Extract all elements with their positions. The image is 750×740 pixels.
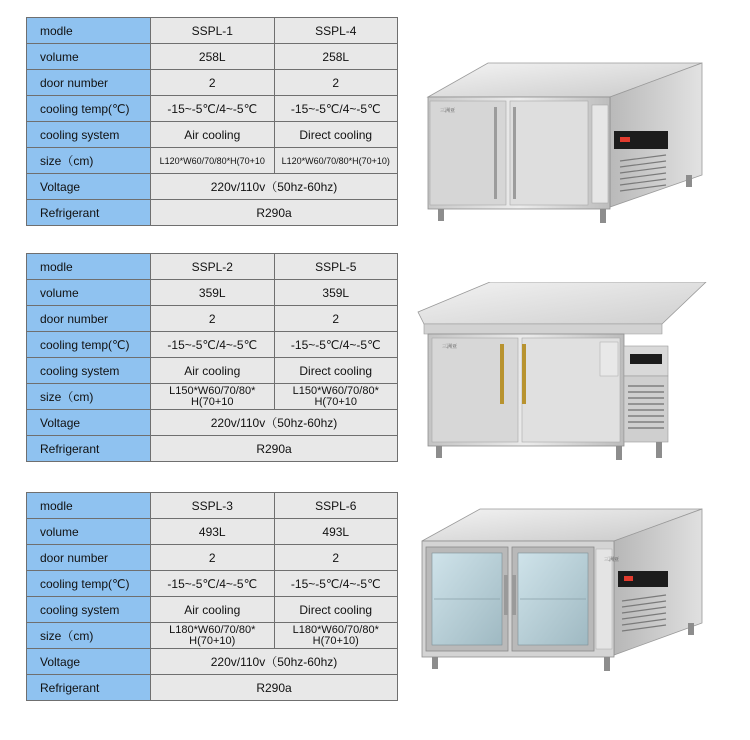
refrigerant-value: R290a: [151, 200, 398, 226]
row-size: [27, 384, 398, 410]
row-volume: [27, 519, 398, 545]
row-model: [27, 254, 398, 280]
row-door-number: [27, 70, 398, 96]
size-a: L120*W60/70/80*H(70+10: [151, 148, 275, 174]
door-number-a: 2: [151, 70, 275, 96]
cooling-temp-b: -15~-5℃/4~-5℃: [274, 571, 398, 597]
row-voltage: [27, 174, 398, 200]
cooling-temp-a: -15~-5℃/4~-5℃: [151, 332, 275, 358]
refrigerator-illustration: [410, 282, 710, 482]
label-volume: volume: [27, 44, 151, 70]
label-voltage: Voltage: [27, 410, 151, 436]
cooling-system-a: Air cooling: [151, 122, 275, 148]
row-refrigerant: [27, 200, 398, 226]
door-number-a: 2: [151, 545, 275, 571]
spec-table-2: [26, 253, 398, 462]
spec-table-3: [26, 492, 398, 701]
label-cooling-temp: cooling temp(℃): [27, 332, 151, 358]
model-a: SSPL-2: [151, 254, 275, 280]
row-cooling-temp: [27, 96, 398, 122]
refrigerant-value: R290a: [151, 675, 398, 701]
row-volume: [27, 280, 398, 306]
model-b: SSPL-4: [274, 18, 398, 44]
label-cooling-system: cooling system: [27, 358, 151, 384]
voltage-value: 220v/110v（50hz-60hz): [151, 649, 398, 675]
refrigerator-illustration: [410, 55, 710, 255]
row-model: [27, 18, 398, 44]
brand-mark: 三洲亚: [604, 557, 620, 563]
cooling-system-a: Air cooling: [151, 597, 275, 623]
brand-mark: 三洲亚: [442, 344, 458, 350]
row-refrigerant: [27, 436, 398, 462]
model-b: SSPL-5: [274, 254, 398, 280]
label-refrigerant: Refrigerant: [27, 675, 151, 701]
label-model: modle: [27, 493, 151, 519]
cooling-temp-b: -15~-5℃/4~-5℃: [274, 96, 398, 122]
label-door-number: door number: [27, 545, 151, 571]
row-cooling-temp: [27, 332, 398, 358]
door-number-b: 2: [274, 70, 398, 96]
size-a: L150*W60/70/80* H(70+10: [151, 384, 275, 410]
volume-b: 493L: [274, 519, 398, 545]
voltage-value: 220v/110v（50hz-60hz): [151, 410, 398, 436]
label-refrigerant: Refrigerant: [27, 436, 151, 462]
cooling-temp-a: -15~-5℃/4~-5℃: [151, 571, 275, 597]
volume-a: 493L: [151, 519, 275, 545]
refrigerant-value: R290a: [151, 436, 398, 462]
label-model: modle: [27, 18, 151, 44]
spec-table-1: [26, 17, 398, 226]
label-door-number: door number: [27, 306, 151, 332]
label-size: size（cm): [27, 623, 151, 649]
size-b: L150*W60/70/80* H(70+10: [274, 384, 398, 410]
row-door-number: [27, 306, 398, 332]
row-size: [27, 623, 398, 649]
cooling-system-b: Direct cooling: [274, 358, 398, 384]
label-door-number: door number: [27, 70, 151, 96]
row-cooling-temp: [27, 571, 398, 597]
size-b: L120*W60/70/80*H(70+10): [274, 148, 398, 174]
cooling-temp-a: -15~-5℃/4~-5℃: [151, 96, 275, 122]
cooling-system-a: Air cooling: [151, 358, 275, 384]
cooling-system-b: Direct cooling: [274, 122, 398, 148]
label-volume: volume: [27, 519, 151, 545]
door-number-b: 2: [274, 306, 398, 332]
brand-mark: 三洲亚: [440, 108, 456, 114]
volume-b: 258L: [274, 44, 398, 70]
row-size: [27, 148, 398, 174]
product-image-glass-door-counter: [410, 505, 710, 705]
size-b: L180*W60/70/80* H(70+10): [274, 623, 398, 649]
cooling-temp-b: -15~-5℃/4~-5℃: [274, 332, 398, 358]
label-refrigerant: Refrigerant: [27, 200, 151, 226]
row-cooling-system: [27, 122, 398, 148]
label-voltage: Voltage: [27, 174, 151, 200]
row-voltage: [27, 410, 398, 436]
voltage-value: 220v/110v（50hz-60hz): [151, 174, 398, 200]
volume-b: 359L: [274, 280, 398, 306]
model-a: SSPL-1: [151, 18, 275, 44]
row-cooling-system: [27, 597, 398, 623]
row-door-number: [27, 545, 398, 571]
label-voltage: Voltage: [27, 649, 151, 675]
label-cooling-temp: cooling temp(℃): [27, 571, 151, 597]
row-model: [27, 493, 398, 519]
label-size: size（cm): [27, 384, 151, 410]
volume-a: 359L: [151, 280, 275, 306]
label-size: size（cm): [27, 148, 151, 174]
label-cooling-system: cooling system: [27, 122, 151, 148]
refrigerator-illustration: [410, 505, 710, 705]
door-number-a: 2: [151, 306, 275, 332]
label-cooling-system: cooling system: [27, 597, 151, 623]
label-cooling-temp: cooling temp(℃): [27, 96, 151, 122]
size-a: L180*W60/70/80* H(70+10): [151, 623, 275, 649]
model-b: SSPL-6: [274, 493, 398, 519]
row-voltage: [27, 649, 398, 675]
cooling-system-b: Direct cooling: [274, 597, 398, 623]
volume-a: 258L: [151, 44, 275, 70]
row-volume: [27, 44, 398, 70]
label-volume: volume: [27, 280, 151, 306]
door-number-b: 2: [274, 545, 398, 571]
model-a: SSPL-3: [151, 493, 275, 519]
label-model: modle: [27, 254, 151, 280]
product-image-solid-door-counter: [410, 55, 710, 255]
product-image-backsplash-counter: [410, 282, 710, 482]
row-cooling-system: [27, 358, 398, 384]
row-refrigerant: [27, 675, 398, 701]
